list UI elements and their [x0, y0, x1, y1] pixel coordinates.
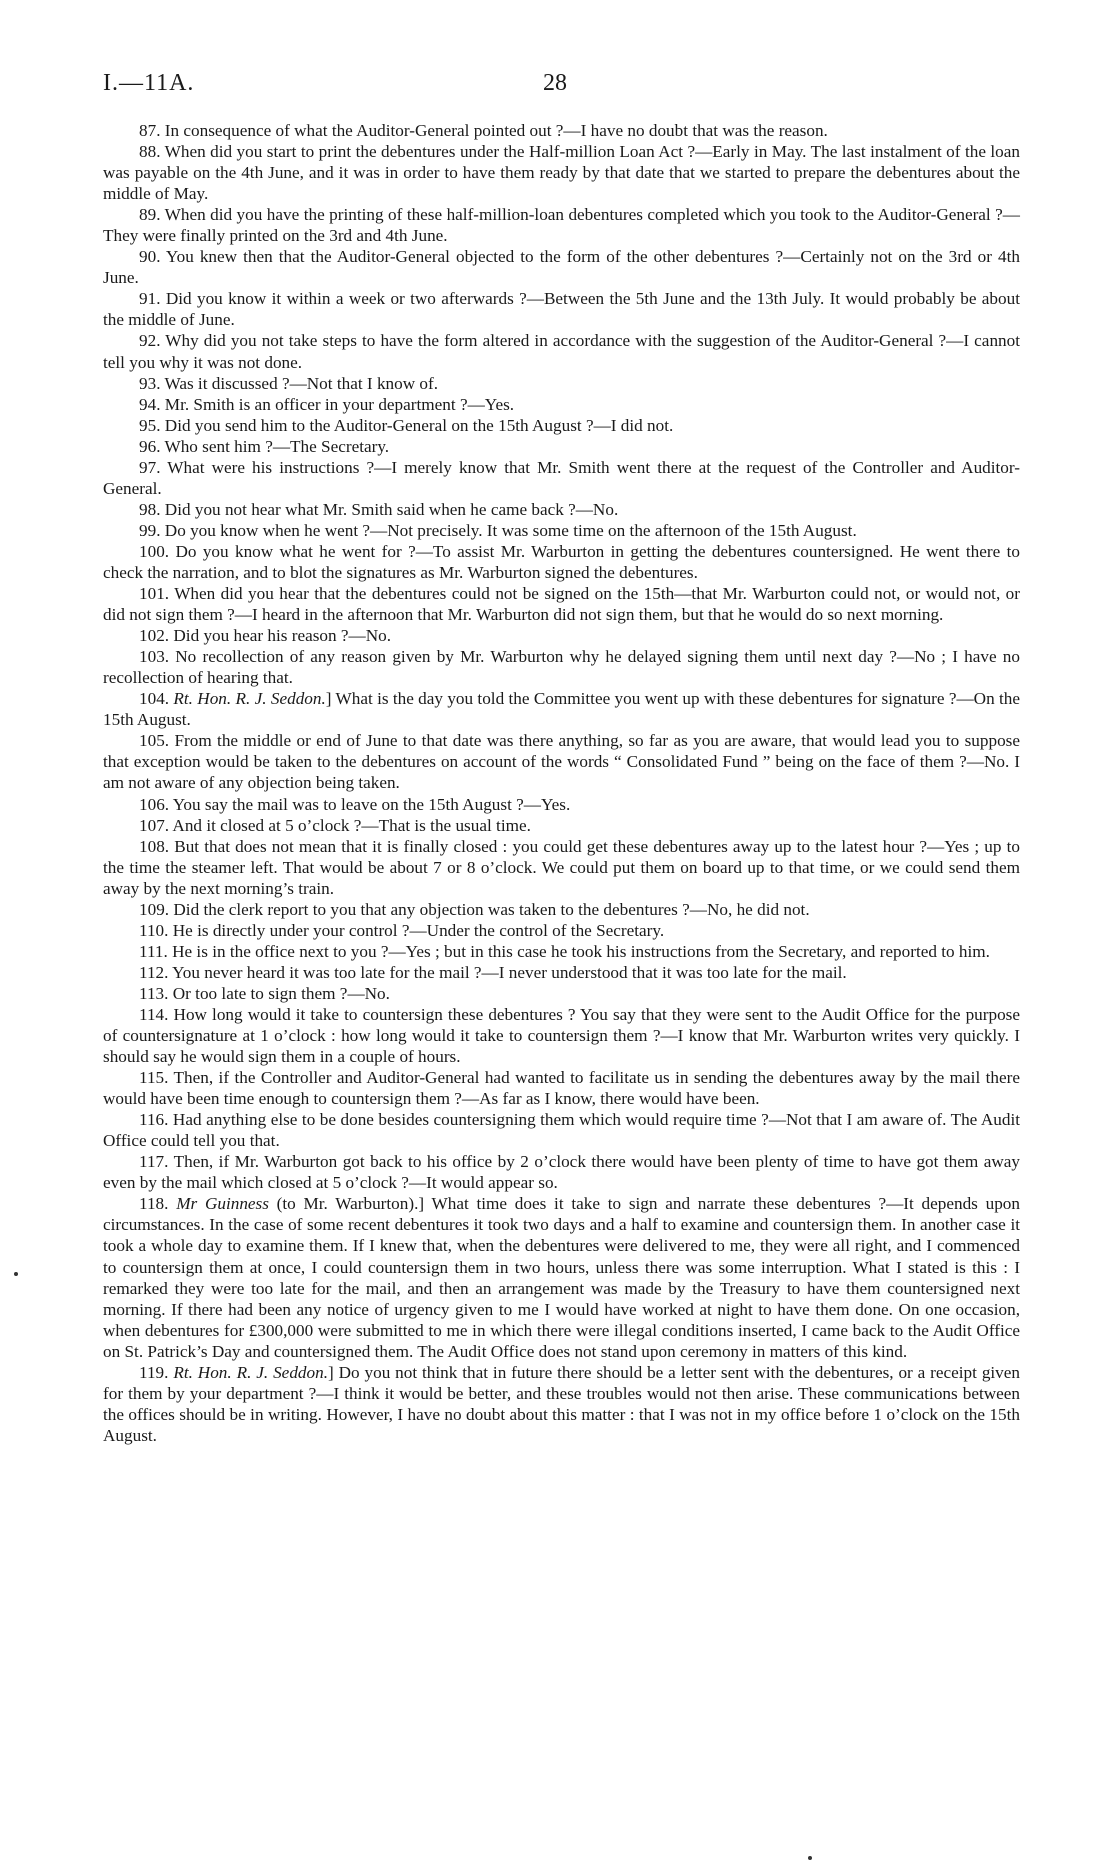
margin-mark-left: [14, 1272, 18, 1276]
question-answer-paragraph: [103, 246, 1020, 288]
question-answer-paragraph: [103, 899, 1020, 920]
paragraph-number: 104.: [139, 689, 174, 709]
question-answer-paragraph: [103, 794, 1020, 815]
paragraph-text: 100. Do you know what he went for ?—To assist Mr. Warburton in getting the debentures countersigned. He went there to check the narration, and to blot the signatures as Mr. Warburton signed the debentures.: [103, 541, 1020, 582]
question-answer-paragraph: [103, 288, 1020, 330]
paragraph-text: 116. Had anything else to be done besides countersigning them which would require time ?—Not that I am aware of. The Audit Office could tell you that.: [103, 1110, 1020, 1151]
paragraph-text: 112. You never heard it was too late for the mail ?—I never understood that it was too late for the mail.: [139, 962, 847, 982]
paragraph-text: 106. You say the mail was to leave on the 15th August ?—Yes.: [139, 794, 571, 814]
paragraph-text: 115. Then, if the Controller and Auditor-General had wanted to facilitate us in sending the debentures away by the mail there would have been time enough to countersign them ?—As far as I know, there would have been.: [103, 1068, 1020, 1109]
question-answer-paragraph: [103, 415, 1020, 436]
paragraph-text: 92. Why did you not take steps to have the form altered in accordance with the suggestion of the Auditor-General ?—I cannot tell you why it was not done.: [103, 331, 1020, 372]
question-answer-paragraph: [103, 688, 1020, 730]
paragraph-text: 88. When did you start to print the debentures under the Half-million Loan Act ?—Early in May. The last instalment of the loan was payable on the 4th June, and it was in order to have them ready by that date that we started to prepare the debentures about the middle of May.: [103, 142, 1020, 204]
margin-mark-bottom: [808, 1856, 812, 1860]
question-answer-paragraph: [103, 330, 1020, 372]
paragraph-text: 107. And it closed at 5 o’clock ?—That is the usual time.: [139, 815, 531, 835]
paragraph-text: 91. Did you know it within a week or two afterwards ?—Between the 5th June and the 13th July. It would probably be about the middle of June.: [103, 289, 1020, 330]
paragraph-text: ] What is the day you told the Committee you went up with these debentures for signature ?—On the 15th August.: [103, 689, 1020, 730]
question-answer-paragraph: [103, 436, 1020, 457]
paragraph-text: 89. When did you have the printing of these half-million-loan debentures completed which you took to the Auditor-General ?—They were finally printed on the 3rd and 4th June.: [103, 205, 1020, 246]
paragraph-text: 117. Then, if Mr. Warburton got back to his office by 2 o’clock there would have been plenty of time to have got them away even by the mail which closed at 5 o’clock ?—It would appear so.: [103, 1152, 1020, 1193]
question-answer-paragraph: [103, 499, 1020, 520]
paragraph-text: 111. He is in the office next to you ?—Yes ; but in this case he took his instructions from the Secretary, and reported to him.: [139, 941, 990, 961]
paragraph-text: 97. What were his instructions ?—I merely know that Mr. Smith went there at the request of the Controller and Auditor-General.: [103, 457, 1020, 498]
question-answer-paragraph: [103, 1004, 1020, 1067]
paragraph-text: (to Mr. Warburton).] What time does it take to sign and narrate these debentures ?—It depends upon circumstances. In the case of some recent debentures it took two days and a half to examine and countersign them. In another case it took a whole day to examine them. If I knew that, when the debentures were delivered to me, they were all right, and I commenced to countersign them at once, I could countersign them in two hours, unless there was some interruption. What I stated is this : I remarked they were too late for the mail, and then an arrangement was made by the Treasury to have them countersigned next morning. If there had been any notice of urgency given to me I would have worked at night to have them done. On one occasion, when debentures for £300,000 were submitted to me in which there were illegal conditions inserted, I came back to the Audit Office on St. Patrick’s Day and countersigned them. The Audit Office does not stand upon ceremony in matters of this kind.: [103, 1194, 1020, 1361]
page-number: 28: [543, 70, 567, 96]
paragraph-text: 95. Did you send him to the Auditor-General on the 15th August ?—I did not.: [139, 415, 674, 435]
paragraph-text: 102. Did you hear his reason ?—No.: [139, 626, 392, 646]
question-answer-paragraph: [103, 1193, 1020, 1361]
question-answer-paragraph: [103, 204, 1020, 246]
question-answer-paragraph: [103, 1109, 1020, 1151]
question-answer-paragraph: [103, 920, 1020, 941]
paragraph-text: 110. He is directly under your control ?—Under the control of the Secretary.: [139, 920, 665, 940]
question-answer-paragraph: [103, 1362, 1020, 1446]
document-body: [103, 120, 1020, 1446]
question-answer-paragraph: [103, 1151, 1020, 1193]
question-answer-paragraph: [103, 1067, 1020, 1109]
speaker-name: Rt. Hon. R. J. Seddon.: [173, 1362, 328, 1382]
question-answer-paragraph: [103, 983, 1020, 1004]
question-answer-paragraph: [103, 815, 1020, 836]
paragraph-text: 96. Who sent him ?—The Secretary.: [139, 436, 390, 456]
paragraph-text: 105. From the middle or end of June to that date was there anything, so far as you are aware, that would lead you to suppose that exception would be taken to the debentures on account of the words “ Consolidated Fund ” being on the face of them ?—No. I am not aware of any objection being taken.: [103, 731, 1020, 793]
question-answer-paragraph: [103, 583, 1020, 625]
paragraph-text: 94. Mr. Smith is an officer in your department ?—Yes.: [139, 394, 515, 414]
question-answer-paragraph: [103, 730, 1020, 793]
speaker-name: Rt. Hon. R. J. Seddon.: [173, 689, 326, 709]
question-answer-paragraph: [103, 646, 1020, 688]
paragraph-text: 87. In consequence of what the Auditor-General pointed out ?—I have no doubt that was the reason.: [139, 121, 828, 140]
question-answer-paragraph: [103, 520, 1020, 541]
document-reference: I.—11A.: [103, 70, 195, 96]
paragraph-text: 93. Was it discussed ?—Not that I know of.: [139, 373, 439, 393]
question-answer-paragraph: [103, 625, 1020, 646]
paragraph-text: 108. But that does not mean that it is finally closed : you could get these debentures away up to the latest hour ?—Yes ; up to the time the steamer left. That would be about 7 or 8 o’clock. We could put them on board up to that time, or we could send them away by the next morning’s train.: [103, 836, 1020, 898]
paragraph-text: 103. No recollection of any reason given by Mr. Warburton why he delayed signing them until next day ?—No ; I have no recollection of hearing that.: [103, 647, 1020, 688]
speaker-name: Mr Guinness: [176, 1194, 269, 1214]
paragraph-number: 119.: [139, 1362, 174, 1382]
question-answer-paragraph: [103, 541, 1020, 583]
paragraph-text: 114. How long would it take to countersign these debentures ? You say that they were sent to the Audit Office for the purpose of countersignature at 1 o’clock : how long would it take to countersign them ?—I know that Mr. Warburton writes very quickly. I should say he would sign them in a couple of hours.: [103, 1004, 1020, 1067]
paragraph-number: 118.: [139, 1194, 177, 1214]
question-answer-paragraph: [103, 141, 1020, 204]
paragraph-text: 98. Did you not hear what Mr. Smith said when he came back ?—No.: [139, 499, 619, 519]
paragraph-text: 101. When did you hear that the debentures could not be signed on the 15th—that Mr. Warburton could not, or would not, or did not sign them ?—I heard in the afternoon that Mr. Warburton did not sign them, but that he would do so next morning.: [103, 584, 1020, 625]
question-answer-paragraph: [103, 962, 1020, 983]
paragraph-text: 90. You knew then that the Auditor-General objected to the form of the other debentures ?—Certainly not on the 3rd or 4th June.: [103, 247, 1020, 288]
paragraph-text: 109. Did the clerk report to you that any objection was taken to the debentures ?—No, he did not.: [139, 899, 810, 919]
question-answer-paragraph: [103, 836, 1020, 899]
question-answer-paragraph: [103, 120, 1020, 141]
question-answer-paragraph: [103, 394, 1020, 415]
paragraph-text: 99. Do you know when he went ?—Not precisely. It was some time on the afternoon of the 15th August.: [139, 520, 857, 540]
question-answer-paragraph: [103, 373, 1020, 394]
paragraph-text: 113. Or too late to sign them ?—No.: [139, 983, 390, 1003]
page-header: [103, 70, 1014, 100]
question-answer-paragraph: [103, 457, 1020, 499]
question-answer-paragraph: [103, 941, 1020, 962]
paragraph-text: ] Do you not think that in future there should be a letter sent with the debentures, or a receipt given for them by your department ?—I think it would be better, and these troubles would not then arise. These communications between the offices should be in writing. However, I have no doubt about this matter : that I was not in my office before 1 o’clock on the 15th August.: [103, 1362, 1021, 1445]
